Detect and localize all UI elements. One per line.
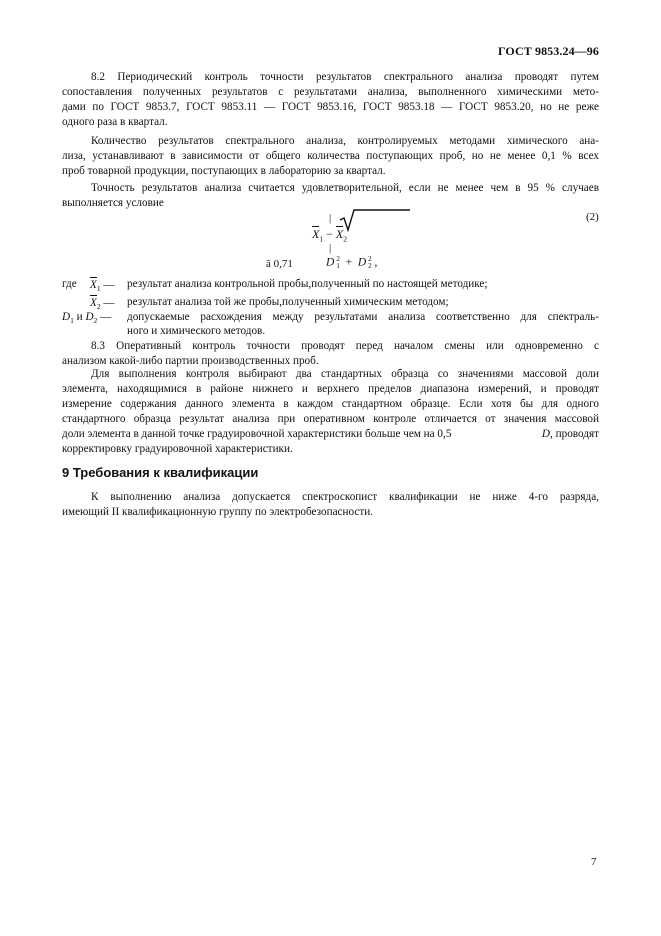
text-line: анализом какой-либо партии производственных проб. [62,355,319,367]
var-x2-description: результат анализа той же пробы,полученный химическим методом; [127,296,449,308]
abs-bar-top: | [329,212,332,224]
var-d-description-line1: допускаемые расхождения между результатами анализа соответственно для спектраль- [127,311,599,323]
text-line: 8.3 Оперативный контроль точности проводят перед началом смены или одновременно с [91,340,599,352]
var-d1-d2: $D_1$ и $D_2$ — [62,311,112,326]
where-word: где [62,278,77,290]
abs-bar-bottom: | [329,242,332,254]
text-line: имеющий II квалификационную группу по электробезопасности. [62,506,374,518]
formula-coefficient: ã 0,71 [266,258,293,270]
text-line: дами по ГОСТ 9853.7, ГОСТ 9853.11 — ГОСТ 9853.16, ГОСТ 9853.18 — ГОСТ 9853.20, но не реже [62,101,599,113]
paragraph-accuracy [62,181,599,211]
var-x1: $X_1$ — [90,279,115,294]
formula-lhs: $X_1 - X_2$ [312,227,347,244]
text-line: элемента, находящимися в районе нижнего и верхнего пределов диапазона измерений, и проводят [62,383,599,395]
var-x2: $X_2$ — [90,297,115,312]
paragraph-8-2 [62,70,599,130]
var-x1-description: результат анализа контрольной пробы,полученный по настоящей методике; [127,278,488,290]
paragraph-sample-count [62,134,599,179]
var-d-description-line2: ного и химического методов. [127,325,266,337]
text-line: сопоставления полученных результатов с результатами анализа, выполненного химическими мето- [62,86,599,98]
text-line: одного раза в квартал. [62,116,168,128]
text-line: лиза, устанавливают в зависимости от общего количества поступающих проб, но не менее 0,1 % всех [62,150,599,162]
page-number: 7 [591,856,597,868]
text-line: выполняется условие [62,197,164,209]
text-line: Количество результатов спектрального анализа, контролируемых методами химического ана- [91,135,599,147]
paragraph-operative-control [62,367,599,457]
document-header: ГОСТ 9853.24—96 [498,44,599,58]
text-line: Для выполнения контроля выбирают два стандартных образца со значениями массовой доли [91,368,599,380]
paragraph-8-3 [62,339,599,369]
text-line: доли элемента в данной точке градуировочной характеристики больше чем на 0,5 D, проводят [62,428,599,440]
text-line: Точность результатов анализа считается удовлетворительной, если не менее чем в 95 % случаев [91,182,599,194]
paragraph-qualification [62,490,599,520]
sqrt-sign-icon [338,208,412,232]
text-line: К выполнению анализа допускается спектроскопист квалификации не ниже 4-го разряда, [91,491,599,503]
text-line: измерение содержания данного элемента в каждом стандартном образце. Если хотя бы для одного [62,398,599,410]
text-line: проб товарной продукции, поступающих в лабораторию за квартал. [62,165,386,177]
formula-rhs: D 2 1 + D 2 2 , [326,255,378,270]
section-heading: 9 Требования к квалификации [62,465,259,480]
text-line: 8.2 Периодический контроль точности результатов спектрального анализа проводят путем [91,71,599,83]
formula-number: (2) [586,211,599,223]
text-line: корректировку градуировочной характеристики. [62,443,293,455]
text-line: стандартного образца результат анализа при оперативном контроле отличается от значения массовой [62,413,599,425]
